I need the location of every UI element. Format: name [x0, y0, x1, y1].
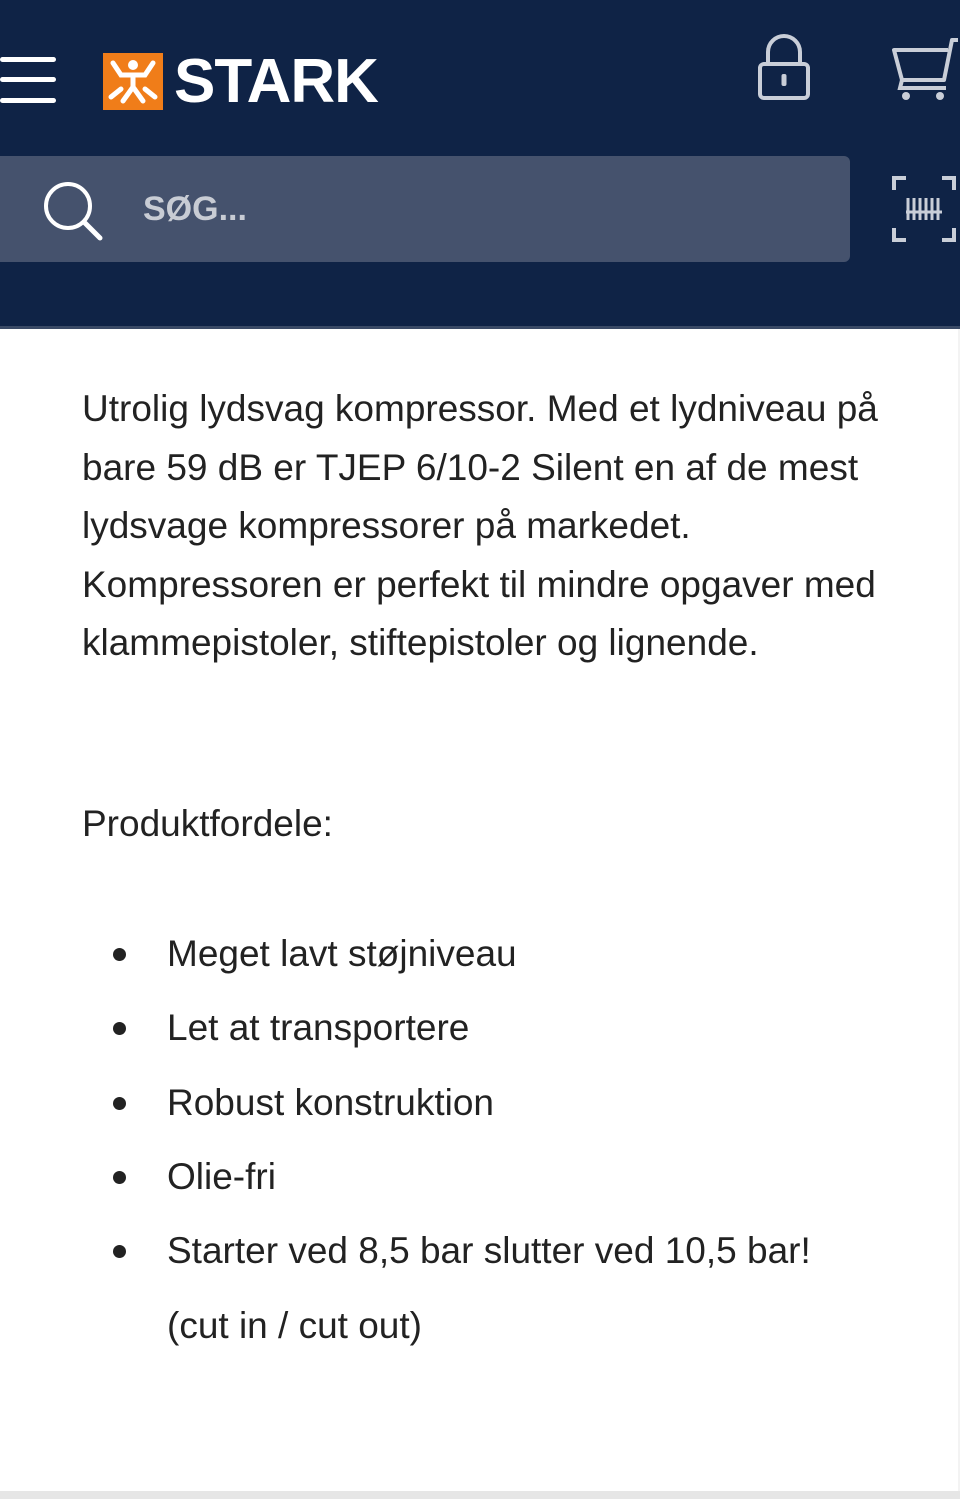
- barcode-scan-button[interactable]: [890, 174, 958, 244]
- menu-icon-bar: [0, 98, 56, 103]
- list-item: Olie-fri: [167, 1147, 276, 1207]
- cart-button[interactable]: [888, 36, 960, 102]
- bullet-icon: [113, 1022, 126, 1035]
- product-description: Utrolig lydsvag kompressor. Med et lydniveau på bare 59 dB er TJEP 6/10-2 Silent en af de mest lydsvage kompressorer på markedet. Kompressoren er perfekt til mindre opgaver med klammepistoler, stiftepistoler og lignende.: [82, 388, 878, 663]
- list-item: Meget lavt støjniveau: [167, 924, 517, 984]
- list-item: Let at transportere: [167, 998, 469, 1058]
- lock-icon: [754, 32, 814, 104]
- bullet-icon: [113, 1097, 126, 1110]
- bullet-icon: [113, 948, 126, 961]
- bullet-icon: [113, 1171, 126, 1184]
- benefits-heading: Produktfordele:: [82, 803, 333, 844]
- bullet-icon: [113, 1245, 126, 1258]
- list-item: Starter ved 8,5 bar slutter ved 10,5 bar!: [167, 1221, 811, 1281]
- menu-button[interactable]: [0, 54, 58, 106]
- brand-name: STARK: [174, 47, 378, 116]
- barcode-scan-icon: [890, 174, 958, 244]
- search-icon[interactable]: [42, 180, 104, 242]
- menu-icon-bar: [0, 57, 56, 62]
- login-button[interactable]: [754, 32, 814, 104]
- cart-icon: [888, 36, 960, 102]
- bottom-divider: [0, 1491, 960, 1499]
- search-input[interactable]: [143, 186, 823, 232]
- stark-figure-icon: [103, 53, 163, 110]
- stark-logo-mark: [103, 53, 163, 110]
- list-item: Robust konstruktion: [167, 1073, 494, 1133]
- menu-icon-bar: [0, 77, 56, 82]
- site-header: [0, 0, 960, 326]
- benefit-continuation: (cut in / cut out): [167, 1305, 422, 1346]
- stark-logo[interactable]: [103, 47, 378, 116]
